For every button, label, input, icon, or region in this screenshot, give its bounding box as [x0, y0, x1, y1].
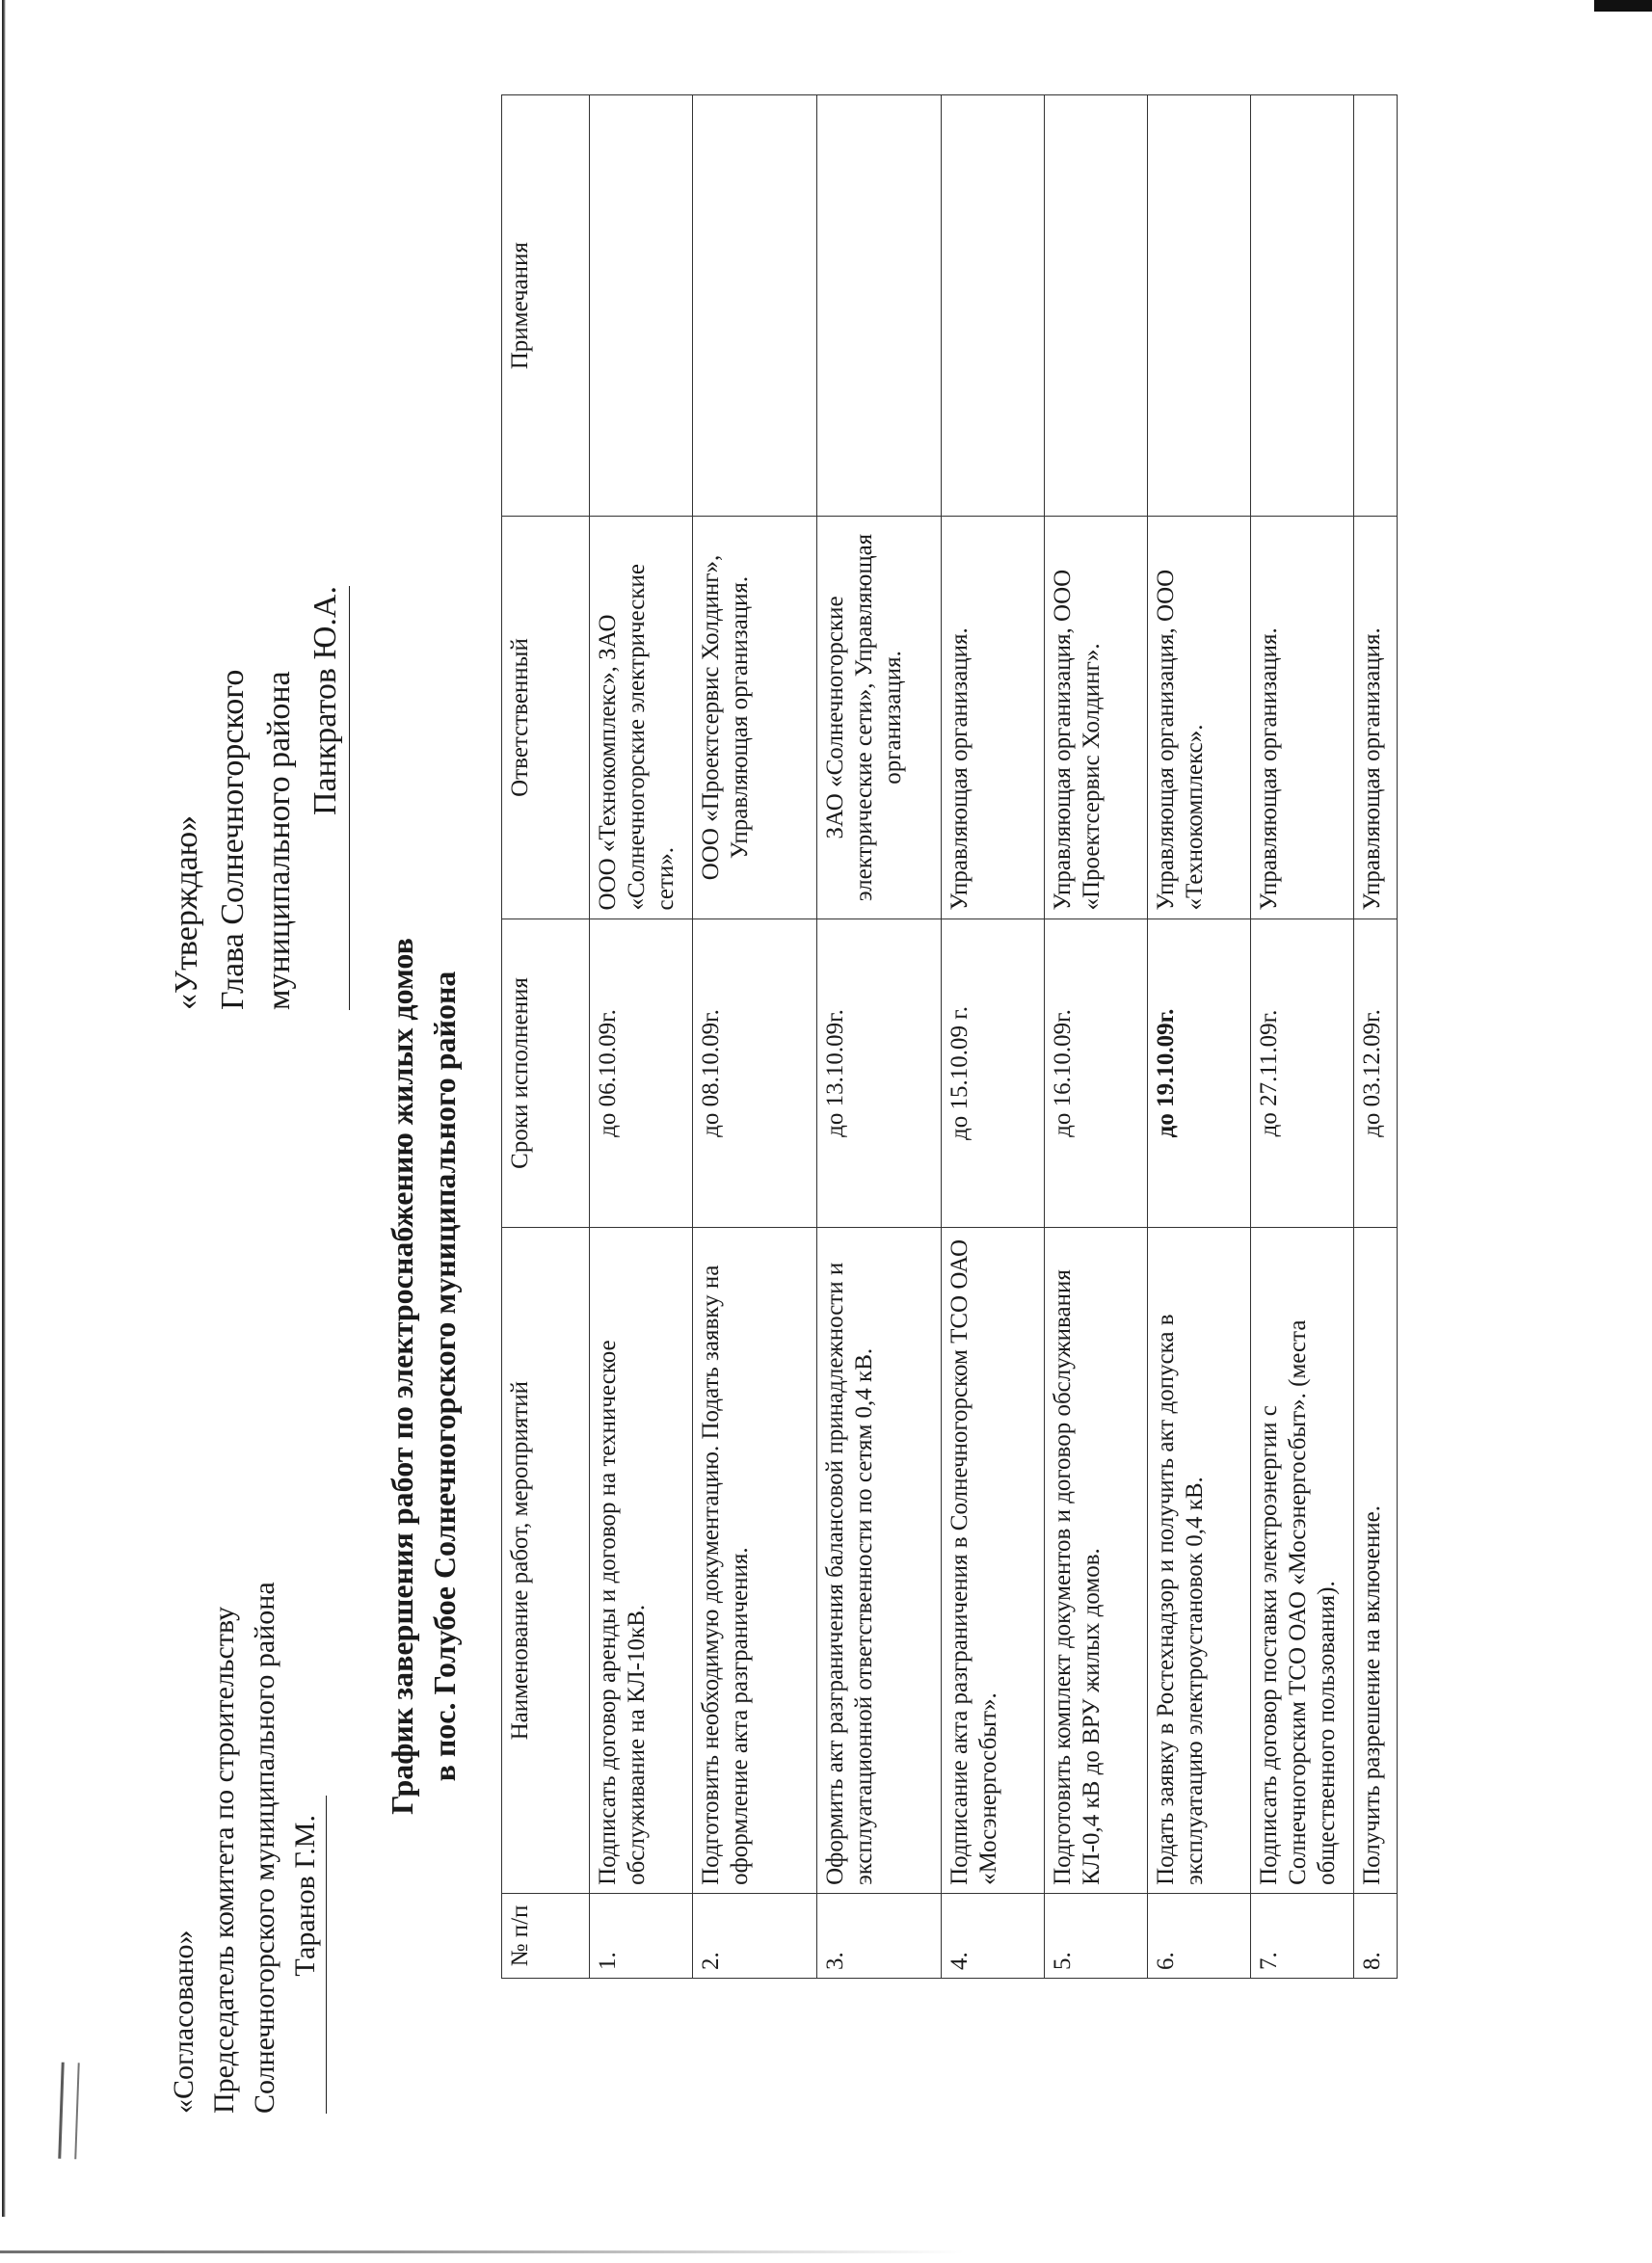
row-number: 4.: [942, 1893, 1045, 1978]
responsible-party: Управляющая организация.: [942, 517, 1045, 919]
row-number: 3.: [817, 1893, 942, 1978]
approval-organization: муниципального района: [261, 671, 297, 1010]
approval-heading: «Согласовано»: [168, 1930, 200, 2114]
deadline: до 06.10.09г.: [590, 919, 693, 1228]
task-name: Подать заявку в Ростехнадзор и получить акт допуска в эксплуатацию электроустановок 0,4 кВ.: [1148, 1228, 1251, 1893]
table-row: [942, 95, 1045, 1979]
responsible-party: ЗАО «Солнечногорские электрические сети», Управляющая организация.: [817, 517, 942, 919]
signatory-name: Таранов Г.М.: [289, 1815, 321, 1977]
table-header-row: [502, 95, 590, 1979]
task-name: Получить разрешение на включение.: [1354, 1228, 1398, 1893]
title-line-2: в пос. Голубое Солнечногорского муниципального района: [427, 971, 462, 1782]
table-row: [1354, 95, 1398, 1979]
table-row: [1045, 95, 1148, 1979]
schedule-table: [501, 94, 1398, 1979]
row-number: 8.: [1354, 1893, 1398, 1978]
approval-block-agreed: [164, 1582, 327, 2114]
signatory-name: Панкратов Ю.А.: [307, 586, 343, 816]
table-row: [1148, 95, 1251, 1979]
responsible-party: ООО «Технокомплекс», ЗАО «Солнечногорские электрические сети».: [590, 517, 693, 919]
document-title: [381, 798, 466, 1955]
signature-line: [303, 586, 350, 1010]
table-row: [693, 95, 817, 1979]
task-name: Оформить акт разграничения балансовой принадлежности и эксплуатационной ответственности по сетям 0,4 кВ.: [817, 1228, 942, 1893]
responsible-party: Управляющая организация, ООО «Технокомплекс».: [1148, 517, 1251, 919]
table-row: [817, 95, 942, 1979]
deadline: до 03.12.09г.: [1354, 919, 1398, 1228]
task-name: Подписать договор поставки электроэнергии с Солнечногорским ТСО ОАО «Мосэнергосбыт». (места общественного пользования).: [1251, 1228, 1354, 1893]
task-name: Подписать договор аренды и договор на техническое обслуживание на КЛ-10кВ.: [590, 1228, 693, 1893]
notes: [1148, 95, 1251, 517]
deadline: до 27.11.09г.: [1251, 919, 1354, 1228]
responsible-party: Управляющая организация, ООО «Проектсервис Холдинг».: [1045, 517, 1148, 919]
deadline: до 08.10.09г.: [693, 919, 817, 1228]
table-row: [1251, 95, 1354, 1979]
notes: [942, 95, 1045, 517]
notes: [693, 95, 817, 517]
row-number: 7.: [1251, 1893, 1354, 1978]
table-row: [590, 95, 693, 1979]
deadline: до 15.10.09 г.: [942, 919, 1045, 1228]
row-number: 1.: [590, 1893, 693, 1978]
approval-heading: «Утверждаю»: [169, 814, 204, 1010]
approval-block-approved: [164, 586, 350, 1010]
header-responsible: Ответственный: [502, 517, 590, 919]
deadline: до 13.10.09г.: [817, 919, 942, 1228]
notes: [590, 95, 693, 517]
header-number: № п/п: [502, 1893, 590, 1978]
task-name: Подготовить необходимую документацию. Подать заявку на оформление акта разграничения.: [693, 1228, 817, 1893]
task-name: Подготовить комплект документов и договор обслуживания КЛ-0,4 кВ до ВРУ жилых домов.: [1045, 1228, 1148, 1893]
row-number: 6.: [1148, 1893, 1251, 1978]
header-notes: Примечания: [502, 95, 590, 517]
responsible-party: Управляющая организация.: [1251, 517, 1354, 919]
approval-position: Председатель комитета по строительству: [208, 1606, 240, 2114]
responsible-party: ООО «Проектсервис Холдинг», Управляющая организация.: [693, 517, 817, 919]
approval-position: Глава Солнечногорского: [215, 669, 251, 1010]
notes: [1251, 95, 1354, 517]
deadline: до 16.10.09г.: [1045, 919, 1148, 1228]
header-deadline: Сроки исполнения: [502, 919, 590, 1228]
header-task-name: Наименование работ, мероприятий: [502, 1228, 590, 1893]
approval-organization: Солнечногорского муниципального района: [249, 1582, 280, 2114]
responsible-party: Управляющая организация.: [1354, 517, 1398, 919]
notes: [817, 95, 942, 517]
row-number: 5.: [1045, 1893, 1148, 1978]
deadline: до 19.10.09г.: [1148, 919, 1251, 1228]
task-name: Подписание акта разграничения в Солнечногорском ТСО ОАО «Мосэнергосбыт».: [942, 1228, 1045, 1893]
row-number: 2.: [693, 1893, 817, 1978]
title-line-1: График завершения работ по электроснабжению жилых домов: [385, 938, 419, 1815]
signature-line: [285, 1796, 327, 2114]
notes: [1045, 95, 1148, 517]
notes: [1354, 95, 1398, 517]
